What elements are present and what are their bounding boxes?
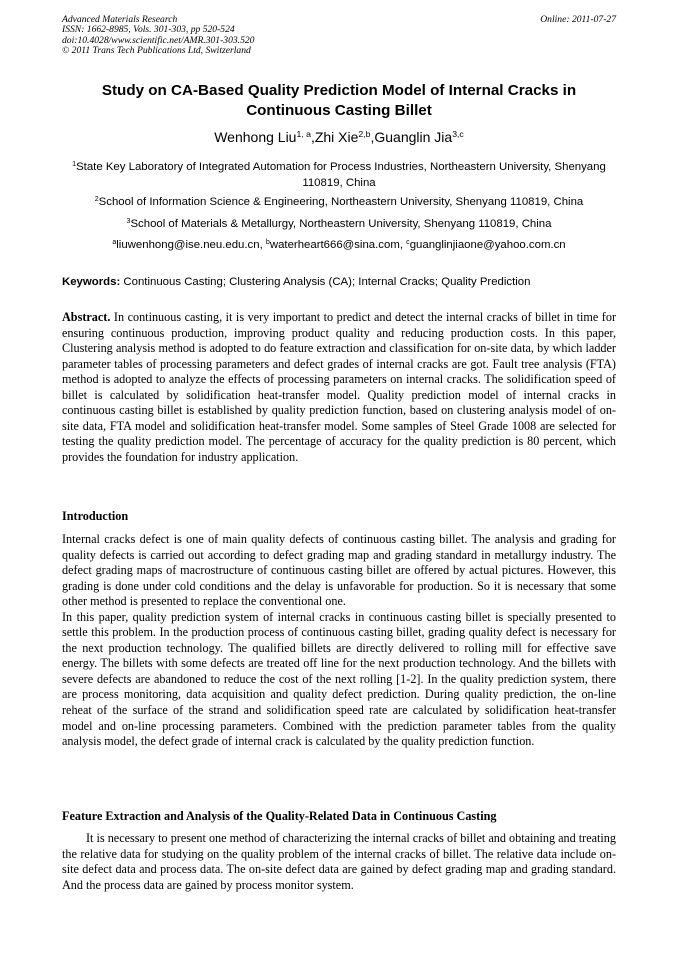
affiliation-3 <box>62 217 616 233</box>
introduction-paragraph: In this paper, quality prediction system of internal cracks in continuous casting billet is specially presented to settle this problem. In the production process of continuous casting billet, grading quality defect is necessary for the next production technology. The qualified billets are directly delivered to rolling mill for effective save energy. The billets with some defects are treated off line for the next production technology. And the billets with severe defects are abandoned to reduce the cost of the next rolling [1-2]. In the quality prediction system, there are process monitoring, data acquisition and quality defect prediction. During quality prediction, the on-line reheat of the surface of the strand and solidification speed rate are calculated by solidification heat-transfer model and on-line processing parameters. Combined with the prediction parameter tables from the quality analysis model, the defect grade of internal crack is calculated by the quality prediction function. <box>62 609 616 749</box>
author-name: Guanglin Jia <box>374 129 453 145</box>
feature-section-heading: Feature Extraction and Analysis of the Quality-Related Data in Continuous Casting <box>62 809 497 823</box>
introduction-heading: Introduction <box>62 509 129 523</box>
affiliation-1 <box>62 160 616 191</box>
affiliation-2 <box>62 195 616 211</box>
author-name: Zhi Xie <box>314 129 359 145</box>
issn-line: ISSN: 1662-8985, Vols. 301-303, pp 520-524 <box>62 24 235 36</box>
journal-name: Advanced Materials Research <box>62 14 178 25</box>
author-emails: $^a$liuwenhong@ise.neu.edu.cn, $^b$waterheart666@sina.com, $^c$guanglinjiaone@yahoo.com.cn <box>112 239 566 251</box>
journal-info <box>62 15 254 57</box>
author-mark: 2,b <box>358 129 371 140</box>
author-name: Wenhong Liu <box>214 129 297 145</box>
email-link[interactable]: guanglinjiaone@yahoo.com.cn <box>409 239 566 251</box>
affiliation-text: State Key Laboratory of Integrated Automation for Process Industries, Northeastern University, Shenyang 110819, China <box>76 161 606 189</box>
author-list: Wenhong Liu$^{1, a}$,Zhi Xie$^{2,b}$,Guanglin Jia$^{3,c}$ <box>214 129 464 145</box>
keywords <box>62 275 616 291</box>
email-link[interactable]: waterheart666@sina.com <box>269 239 400 251</box>
affiliation-mark: 1 <box>72 161 77 169</box>
email-mark: a <box>112 239 117 247</box>
abstract-text: In continuous casting, it is very important to predict and detect the internal cracks of billet in time for ensuring continuous production, improving product quality and reducing production costs. In this paper, Clustering analysis method is adopted to do feature extraction and classification for on-site data, by which ladder parameter tables of processing parameters and defect grades of internal cracks are got. Fault tree analysis (FTA) method is adopted to analyze the effects of processing parameters on internal cracks. The solidification speed of billet is calculated by solidification heat-transfer model. Quality prediction model of internal cracks in continuous casting billet is established by quality prediction function, based on clustering analysis model of on-site data, FTA model and solidification heat-transfer model. Some samples of Steel Grade 1008 are selected for testing the quality prediction model. The percentage of accuracy for the quality prediction is 80 percent, which provides the foundation for industry application. <box>62 310 617 464</box>
keywords-label: Keywords: <box>62 276 121 288</box>
affiliation-mark: 3 <box>126 218 131 226</box>
email-mark: c <box>406 239 410 247</box>
introduction-paragraph: Internal cracks defect is one of main quality defects of continuous casting billet. The analysis and grading for quality defects is carried out according to defect grading map and grading standard in metallurgy industry. The defect grading maps of macrostructure of continuous casting billet are offered by actual pictures. However, this grading is done under cold conditions and the delay is unfavorable for production. So it is necessary that some other method is presented to replace the conventional one. <box>62 532 616 609</box>
introduction-body <box>62 532 616 750</box>
affiliation-text: School of Materials & Metallurgy, Northeastern University, Shenyang 110819, China <box>130 218 552 230</box>
email-link[interactable]: liuwenhong@ise.neu.edu.cn <box>116 239 260 251</box>
abstract-label: Abstract. <box>62 310 111 324</box>
abstract <box>62 310 616 465</box>
author-mark: 1, a <box>296 129 311 140</box>
copyright-line: © 2011 Trans Tech Publications Ltd, Switzerland <box>62 45 251 57</box>
feature-section-paragraph: It is necessary to present one method of characterizing the internal cracks of billet and obtaining and treating the relative data for studying on the quality problem of the internal cracks of billet. The relative data include on-site defect data and process data. The on-site defect data are gained by defect grading map and grading standard. And the process data are gained by process monitor system. <box>62 831 616 892</box>
affiliation-text: School of Information Science & Engineering, Northeastern University, Shenyang 110819, China <box>98 196 584 208</box>
affiliation-mark: 2 <box>94 196 99 204</box>
paper-title: Study on CA-Based Quality Prediction Model of Internal Cracks in Continuous Casting Billet <box>101 82 577 119</box>
online-date: Online: 2011-07-27 <box>540 14 616 25</box>
keywords-text: Continuous Casting; Clustering Analysis (CA); Internal Cracks; Quality Prediction <box>123 276 531 288</box>
author-mark: 3,c <box>452 129 464 140</box>
email-mark: b <box>265 239 270 247</box>
doi-line: doi:10.4028/www.scientific.net/AMR.301-303.520 <box>62 34 255 46</box>
